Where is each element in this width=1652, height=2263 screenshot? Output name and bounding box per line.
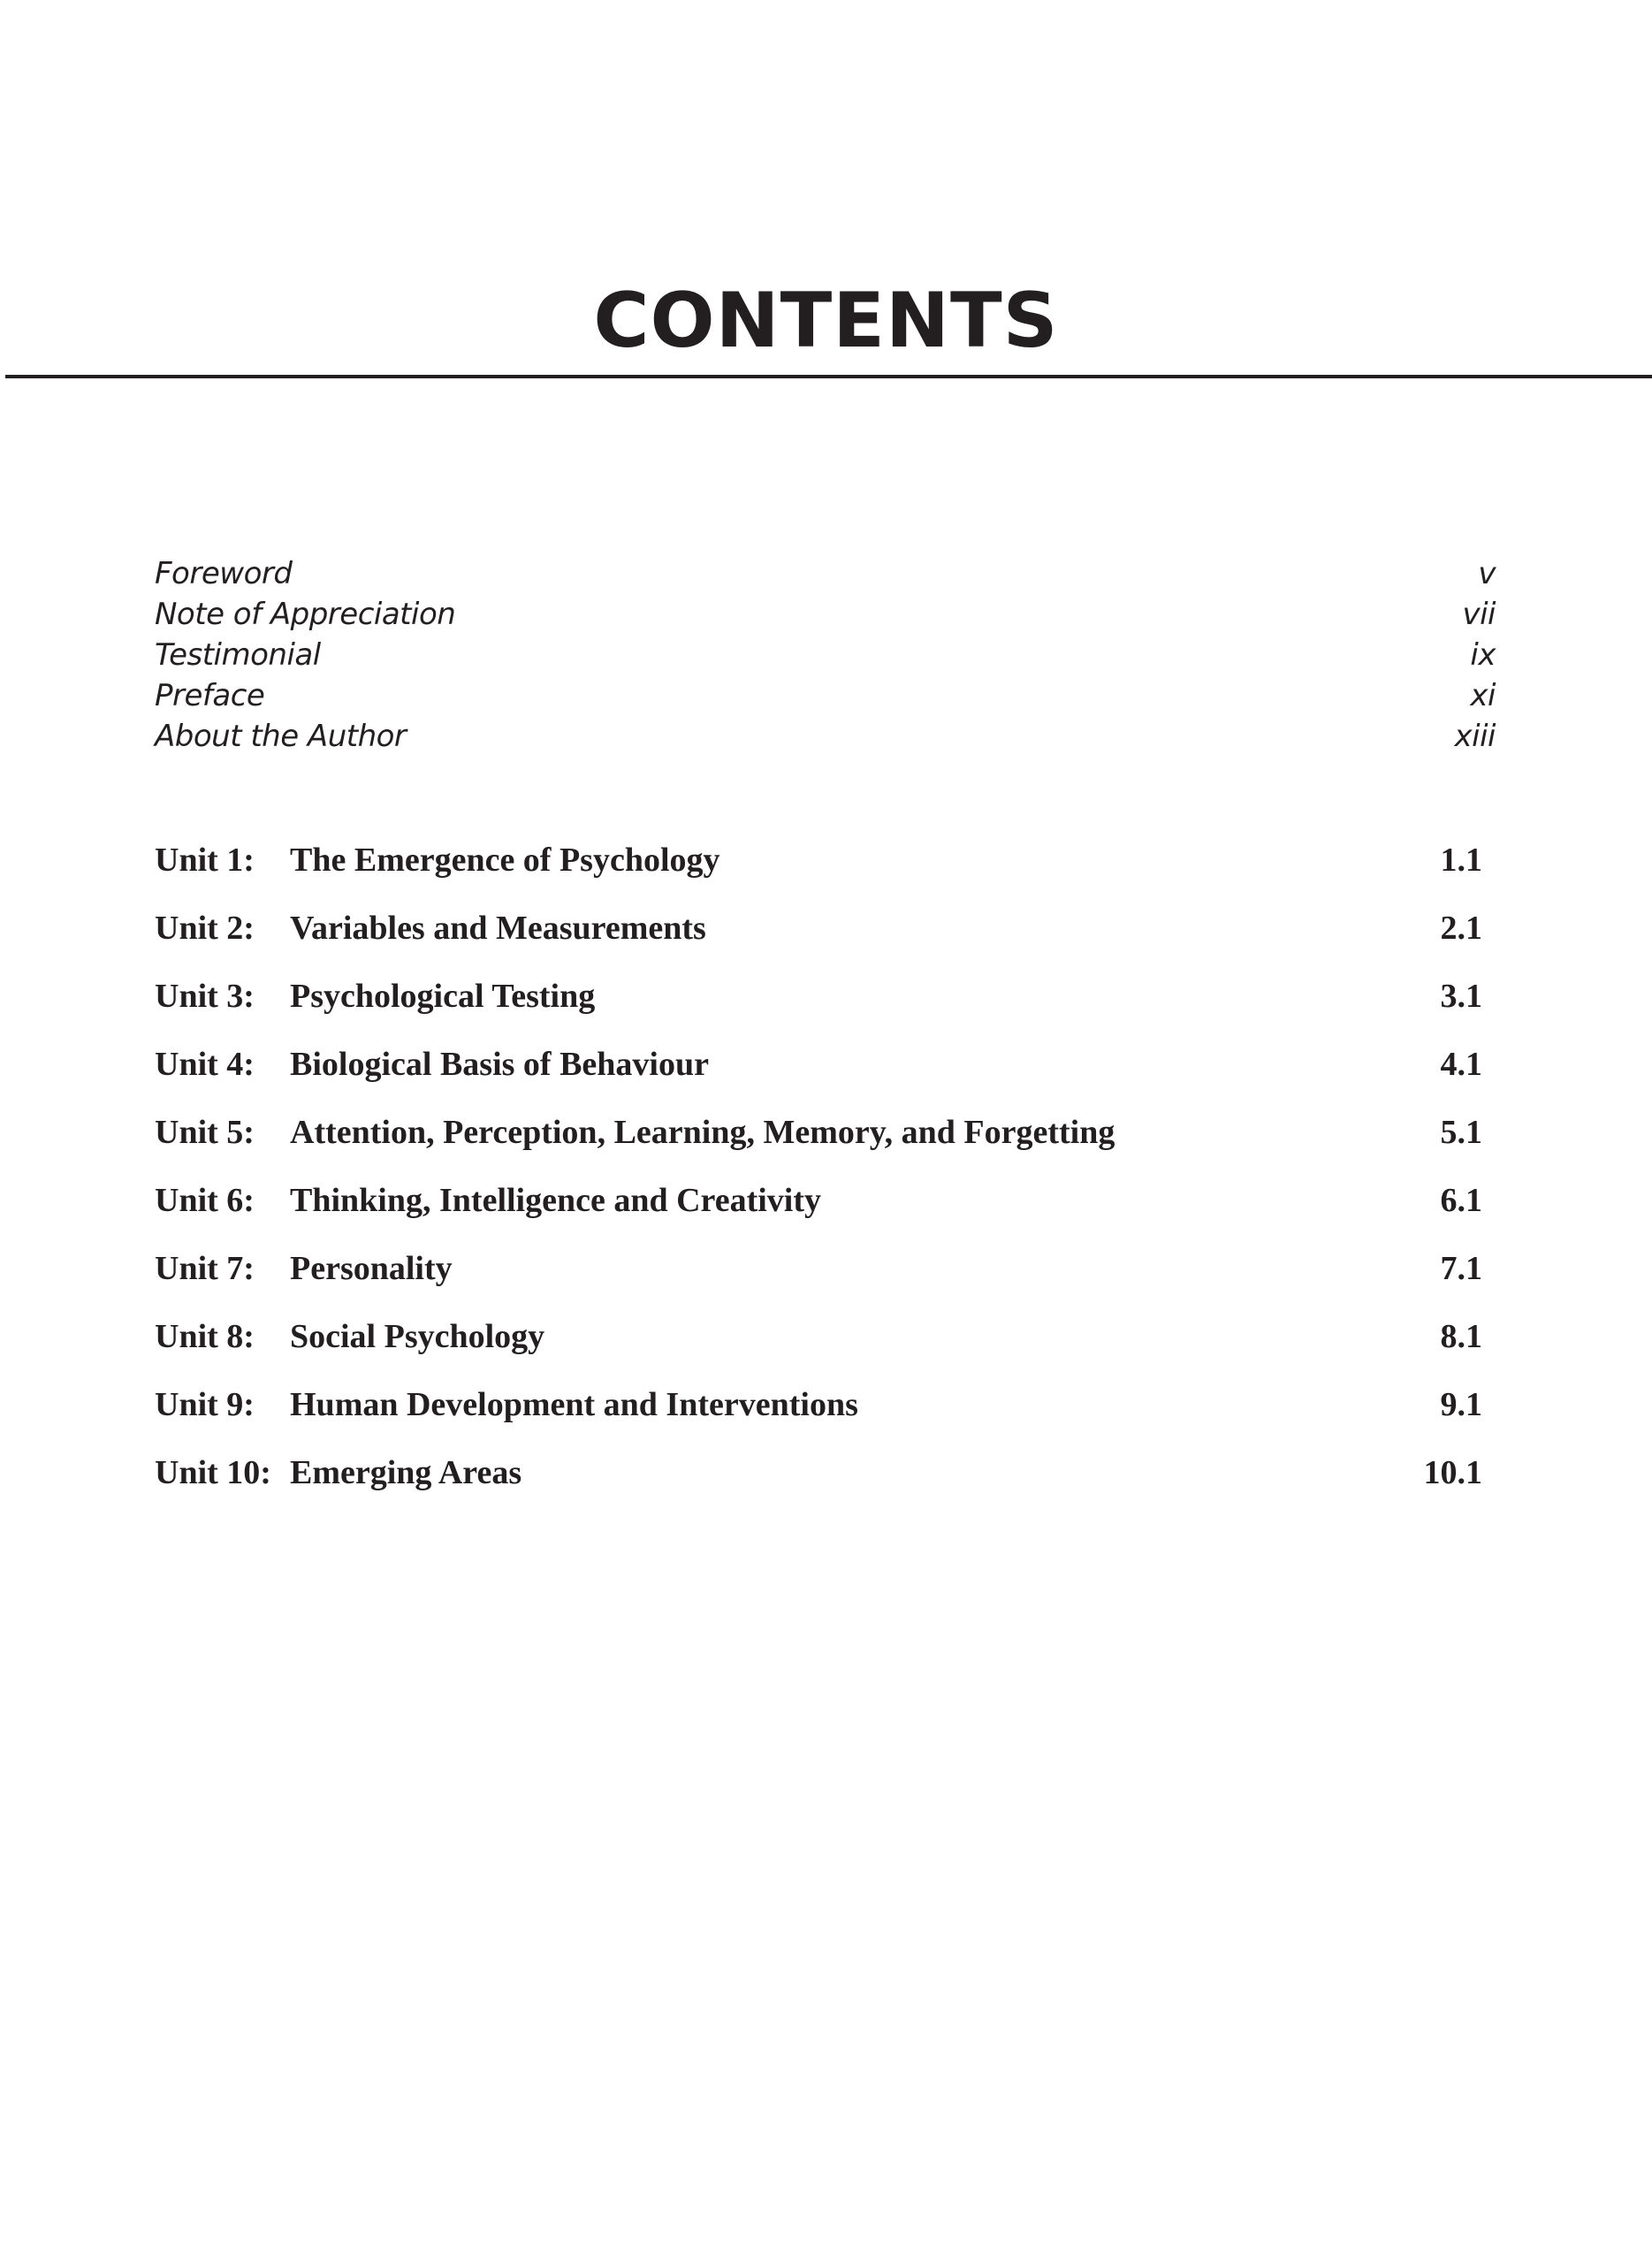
- unit-page: 7.1: [1440, 1249, 1482, 1287]
- front-matter-page: xi: [1470, 678, 1496, 713]
- unit-title: Attention, Perception, Learning, Memory, and Forgetting: [290, 1113, 1115, 1151]
- unit-number: Unit 3:: [155, 977, 255, 1015]
- page-title: CONTENTS: [593, 276, 1059, 365]
- unit-number: Unit 7:: [155, 1249, 255, 1287]
- front-matter-item[interactable]: [155, 594, 1496, 635]
- front-matter-page: xiii: [1454, 719, 1496, 754]
- unit-page: 10.1: [1423, 1453, 1482, 1491]
- unit-title: Personality: [290, 1249, 453, 1287]
- unit-page: 9.1: [1440, 1385, 1482, 1423]
- unit-title: Thinking, Intelligence and Creativity: [290, 1181, 822, 1219]
- front-matter-item[interactable]: [155, 675, 1496, 716]
- front-matter-list: [155, 553, 1496, 757]
- unit-entry[interactable]: [155, 1234, 1482, 1302]
- unit-title: Biological Basis of Behaviour: [290, 1045, 709, 1083]
- front-matter-label: Preface: [155, 678, 265, 713]
- front-matter-label: Testimonial: [155, 637, 321, 673]
- unit-title: The Emergence of Psychology: [290, 841, 720, 879]
- front-matter-item[interactable]: [155, 716, 1496, 757]
- front-matter-label: Foreword: [155, 556, 293, 591]
- unit-page: 2.1: [1440, 909, 1482, 947]
- unit-entry[interactable]: [155, 1098, 1482, 1166]
- unit-entry[interactable]: [155, 894, 1482, 962]
- unit-page: 6.1: [1440, 1181, 1482, 1219]
- unit-page: 1.1: [1440, 841, 1482, 879]
- unit-page: 8.1: [1440, 1317, 1482, 1355]
- front-matter-item[interactable]: [155, 553, 1496, 594]
- unit-entry[interactable]: [155, 1166, 1482, 1234]
- unit-number: Unit 8:: [155, 1317, 255, 1355]
- unit-number: Unit 6:: [155, 1181, 255, 1219]
- unit-entry[interactable]: [155, 1438, 1482, 1506]
- front-matter-label: About the Author: [155, 719, 407, 754]
- front-matter-page: v: [1478, 556, 1496, 591]
- unit-number: Unit 5:: [155, 1113, 255, 1151]
- unit-title: Variables and Measurements: [290, 909, 706, 947]
- unit-page: 3.1: [1440, 977, 1482, 1015]
- unit-number: Unit 4:: [155, 1045, 255, 1083]
- unit-entry[interactable]: [155, 1302, 1482, 1370]
- unit-title: Human Development and Interventions: [290, 1385, 858, 1423]
- front-matter-item[interactable]: [155, 635, 1496, 675]
- unit-title: Emerging Areas: [290, 1453, 522, 1491]
- unit-entry[interactable]: [155, 1370, 1482, 1438]
- unit-page: 4.1: [1440, 1045, 1482, 1083]
- unit-title: Psychological Testing: [290, 977, 596, 1015]
- unit-entry[interactable]: [155, 1030, 1482, 1098]
- unit-list: [155, 826, 1482, 1506]
- unit-entry[interactable]: [155, 826, 1482, 894]
- unit-title: Social Psychology: [290, 1317, 545, 1355]
- unit-entry[interactable]: [155, 962, 1482, 1030]
- unit-page: 5.1: [1440, 1113, 1482, 1151]
- unit-number: Unit 9:: [155, 1385, 255, 1423]
- title-divider: [5, 375, 1652, 378]
- unit-number: Unit 2:: [155, 909, 255, 947]
- front-matter-page: ix: [1470, 637, 1496, 673]
- unit-number: Unit 10:: [155, 1453, 271, 1491]
- unit-number: Unit 1:: [155, 841, 255, 879]
- front-matter-page: vii: [1462, 597, 1496, 632]
- front-matter-label: Note of Appreciation: [155, 597, 456, 632]
